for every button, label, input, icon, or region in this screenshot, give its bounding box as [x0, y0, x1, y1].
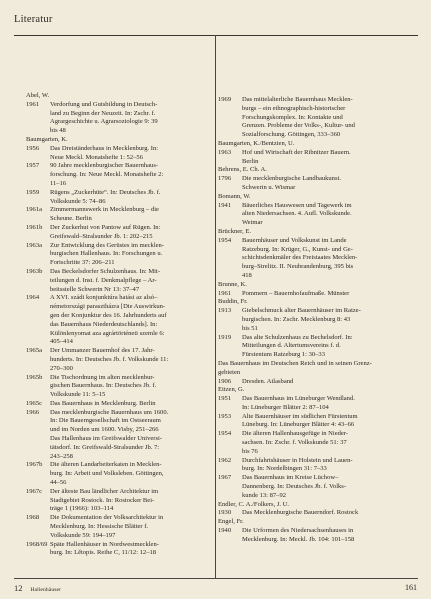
entry-line: burg. In: Nordelbingen 31: 7–33 [242, 465, 327, 473]
entry-text [50, 145, 211, 163]
entry-line: hunderts. In: Deutsches Jb. f. Volkskunde 11: [50, 355, 169, 363]
entry-line: Das mecklenburgische Bauernhaus um 1600. [50, 408, 169, 416]
entry-line: bis 48 [50, 127, 66, 135]
bibliography-entry [218, 509, 418, 518]
entry-line: alten Niedersachsen. 4. Aufl. Volkskunde. [242, 210, 352, 218]
author-heading: Baumgarten, K. [26, 135, 68, 143]
author-heading: Buddin, Fr. [218, 298, 248, 306]
author-heading: Eitzen, G. [218, 386, 245, 394]
entry-year: 1961a [26, 206, 42, 214]
entry-line: Volkskunde 59: 194–197 [50, 531, 116, 539]
entry-line: träge 1 (1966): 103–114 [50, 505, 114, 513]
entry-line: Pommern – Bauernhofaufmaße. Münster [242, 289, 350, 297]
entry-line: bis 76 [242, 447, 258, 455]
entry-line: Der älteste Bau ländlicher Architektur im [50, 487, 159, 495]
bibliography-entry [218, 307, 418, 333]
page-title: Literatur [14, 14, 53, 25]
entry-line: Fortschritte 37: 206–211 [50, 259, 115, 267]
entry-text [242, 175, 418, 193]
entry-text [50, 400, 211, 409]
left-page-number: 12 [14, 583, 23, 593]
entry-year: 1968 [26, 514, 40, 522]
entry-line: Bäuerliches Hauswesen und Tagewerk im [242, 201, 352, 209]
bibliography-entry [218, 96, 418, 140]
entry-line: bis 51 [242, 324, 258, 332]
entry-line: 90 Jahre mecklenburgischer Bauernhaus- [50, 162, 159, 170]
bibliography-entry [26, 374, 211, 400]
entry-text [50, 541, 211, 559]
bibliography-entry [26, 145, 211, 163]
left-column [26, 92, 211, 558]
bibliography-entry [26, 347, 211, 373]
entry-text [242, 237, 418, 281]
entry-text [50, 268, 211, 294]
entry-line: 405–414 [50, 338, 73, 346]
entry-line: Fürstentum Ratzeburg 1: 30–33 [242, 351, 325, 359]
entry-year: 1796 [218, 175, 232, 183]
entry-text [242, 474, 418, 500]
entry-line: Dannenberg. In: Deutsches Jb. f. Volks- [242, 483, 347, 491]
right-page-number: 161 [405, 583, 417, 592]
entry-line: Scheune. Berlin [50, 215, 92, 223]
entry-text [50, 435, 211, 461]
entry-line: Greifswald–Stralsunder Jb. 1: 202–215 [50, 232, 153, 240]
entry-year: 1951 [218, 395, 232, 403]
author-heading: Brunne, K. [218, 280, 247, 288]
entry-text [50, 294, 211, 347]
entry-line: Különlenyomat aza agrártörténeti szemle 6: [50, 329, 165, 337]
entry-line: Zimmermannswerk in Mecklenburg – die [50, 206, 159, 214]
entry-line: 418 [242, 271, 252, 279]
author-heading: Brückner, E. [218, 227, 252, 235]
entry-year: 1954 [218, 236, 232, 244]
entry-line: Verdorfung und Gutsbildung in Deutsch- [50, 100, 158, 108]
entry-year: 1959 [26, 188, 40, 196]
entry-text [242, 413, 418, 431]
entry-line: Berlin [242, 157, 259, 165]
entry-line: Rügens „Zuckerhüte“. In: Deutsches Jb. f. [50, 188, 161, 196]
entry-text [242, 457, 418, 475]
entry-line: Das Beckelsdorfer Schulzenhaus. In: Mit- [50, 267, 160, 275]
entry-line: In: Die Bauerngesellschaft im Ostseeraum [50, 417, 161, 425]
entry-line: Giebelschmuck alter Bauernhäuser im Ratze- [242, 307, 361, 315]
column-divider [215, 35, 216, 578]
entry-line: Die Tischordnung im alten mecklenbur- [50, 373, 155, 381]
entry-line: das Bauernhaus Niederdeutschlands]. In: [50, 320, 158, 328]
entry-line: németországi parasztházra [Die Auswirkun- [50, 303, 166, 311]
entry-text [50, 409, 211, 435]
entry-year: 1963b [26, 267, 43, 275]
entry-year: 1961 [26, 100, 40, 108]
entry-line: Sozialforschung. Göttingen, 333–360 [242, 131, 341, 139]
entry-year: 1956 [26, 144, 40, 152]
entry-line: Durchfahrtshäuser in Holstein und Lauen- [242, 456, 353, 464]
entry-line: tätsdorf. In: Greifswald-Stralsunder Jb. 7: [50, 443, 160, 451]
entry-line: Die mecklenburgische Landbaukunst. [242, 175, 341, 183]
author-heading: Abel, W. [26, 92, 50, 99]
entry-line: burgischen. In: Zschr. Mecklenburg 8: 43 [242, 315, 351, 323]
entry-text [50, 101, 211, 136]
entry-text [50, 488, 211, 514]
entry-year: 1964 [26, 294, 40, 302]
bibliography-entry [26, 206, 211, 224]
entry-year: 1941 [218, 201, 232, 209]
bibliography-entry [26, 268, 211, 294]
author-heading: gebieten [218, 368, 241, 376]
entry-year: 1961 [218, 289, 232, 297]
entry-year: 1954 [218, 430, 232, 438]
entry-line: 270–300 [50, 364, 73, 372]
entry-year: 1968/69 [26, 540, 48, 548]
entry-line: Neue Meckl. Monatshefte 1: 52–56 [50, 153, 143, 161]
bibliography-entry [218, 202, 418, 228]
bibliography-entry [218, 457, 418, 475]
entry-line: Die älteren Landarbeiterkaten in Mecklen- [50, 461, 162, 469]
entry-year: 1967c [26, 487, 42, 495]
entry-line: Das Mecklenburgische Bauerndorf. Rostock [242, 509, 359, 517]
entry-text [50, 374, 211, 400]
entry-text [50, 461, 211, 487]
bibliography-entry [218, 290, 418, 299]
entry-year: 1965b [26, 373, 43, 381]
author-heading: Engel, Fr. [218, 518, 244, 526]
entry-line: Grenzen. Probleme der Volks-, Kultur- und [242, 122, 355, 130]
entry-text [242, 527, 418, 545]
bibliography-entry [218, 334, 418, 360]
entry-line: Volkskunde 11: 5–15 [50, 391, 106, 399]
entry-line: gen der Konjunktur des 16. Jahrhunderts auf [50, 311, 167, 319]
bibliography-entry [26, 400, 211, 409]
entry-line: Hof und Wirtschaft der Ribnitzer Bauern. [242, 148, 351, 156]
entry-line: A XVI. szádi konjunktúra hatási az alsó– [50, 294, 158, 302]
entry-year: 1957 [26, 162, 40, 170]
entry-line: Schwerin u. Wismar [242, 183, 296, 191]
entry-text [242, 430, 418, 456]
entry-text [242, 378, 418, 387]
entry-line: Der Zuckerhut von Pantow auf Rügen. In: [50, 223, 161, 231]
author-heading: Baumgarten, K./Bentzien, U. [218, 139, 295, 147]
entry-line: Agrargeschichte u. Agrarsoziologie 9: 39 [50, 118, 158, 126]
bibliography-entry [26, 461, 211, 487]
entry-text [50, 189, 211, 207]
entry-line: Die Urformen des Niedersachsenhauses in [242, 527, 354, 535]
bibliography-entry [26, 409, 211, 435]
bottom-rule [14, 578, 418, 579]
entry-line: sachsen. In: Zschr. f. Volkskunde 51: 37 [242, 439, 347, 447]
entry-text [50, 224, 211, 242]
entry-year: 1969 [218, 96, 232, 103]
entry-line: schichtsdenkmäler des Freistaates Mecklen- [242, 254, 358, 262]
entry-text [242, 96, 418, 140]
entry-line: burg. In: Arbeit und Volksleben. Göttingen, [50, 470, 164, 478]
bibliography-entry [26, 242, 211, 268]
entry-line: Zur Entwicklung des Gerüstes im mecklen- [50, 241, 164, 249]
bibliography-entry [26, 435, 211, 461]
entry-year: 1966 [26, 408, 40, 416]
footer-left [14, 583, 61, 593]
author-heading: Bomann, W. [218, 192, 251, 200]
entry-line: Die älteren Hallenhausgefüge in Nieder- [242, 430, 349, 438]
bibliography-entry [26, 101, 211, 136]
bibliography-entry [218, 527, 418, 545]
entry-line: Späte Hallenhäuser in Nordwestmecklen- [50, 540, 159, 548]
entry-line: Mitteilungen d. Altertumsvereins f. d. [242, 342, 341, 350]
entry-year: 1962 [218, 456, 232, 464]
bibliography-entry [218, 395, 418, 413]
entry-year: 1906 [218, 377, 232, 385]
entry-line: Das Hallenhaus im Greifswalder Universi- [50, 435, 162, 443]
bibliography-entry [26, 514, 211, 540]
author-heading: Behrens, E. Ch. A. [218, 166, 267, 174]
entry-line: Dresden. Atlasband [242, 377, 294, 385]
entry-year: 1967 [218, 474, 232, 482]
entry-line: Weimar [242, 219, 263, 227]
bibliography-entry [218, 149, 418, 167]
entry-text [242, 307, 418, 333]
entry-line: Die Dokumentation der Volksarchitektur in [50, 514, 164, 522]
entry-line: gischen Bauernhaus. In: Deutsches Jb. f. [50, 382, 157, 390]
entry-line: beitsstelle Schwerin Nr 13: 37–47 [50, 285, 140, 293]
entry-line: kunde 13: 87–92 [242, 491, 287, 499]
bibliography-entry [26, 488, 211, 514]
entry-line: Stadtgebiet Rostock. In: Rostocker Bei- [50, 496, 155, 504]
entry-line: Das Bauernhaus im Kreise Lüchow– [242, 474, 339, 482]
bibliography-entry [218, 378, 418, 387]
entry-line: Alte Bauernhäuser im südlichen Fürstentum [242, 412, 358, 420]
entry-line: teilungen d. Inst. f. Denkmalpflege – Ar- [50, 276, 157, 284]
entry-text [242, 290, 418, 299]
entry-text [242, 149, 418, 167]
entry-line: 11–16 [50, 179, 67, 187]
entry-line: burgischen Hallenhaus. In: Forschungen u. [50, 250, 163, 258]
entry-text [50, 242, 211, 268]
entry-text [50, 162, 211, 188]
entry-year: 1913 [218, 307, 232, 315]
author-heading: Das Bauernhaus im Deutschen Reich und in seinen Grenz- [218, 359, 372, 367]
entry-line: forschung. In: Neue Meckl. Monatshefte 2: [50, 171, 164, 179]
right-column [218, 96, 418, 545]
entry-line: land zu Beginn der Neuzeit. In: Zschr. f. [50, 109, 156, 117]
entry-text [242, 509, 418, 518]
bibliography-entry [218, 474, 418, 500]
entry-line: burgs – ein ethnographisch-historischer [242, 104, 346, 112]
entry-line: und im Norden um 1600. Visby, 251–266 [50, 426, 159, 434]
entry-line: Das Bauernhaus im Lüneburger Wendland. [242, 395, 355, 403]
bibliography-entry [26, 541, 211, 559]
entry-line: Das Dreiständerhaus in Mecklenburg. In: [50, 144, 159, 152]
bibliography-entry [26, 189, 211, 207]
entry-year: 1965a [26, 347, 42, 355]
bibliography-entry [218, 175, 418, 193]
entry-line: Das alte Schulzenhaus zu Bechelsdorf. In: [242, 333, 353, 341]
entry-year: 1940 [218, 527, 232, 535]
entry-line: Das Bauernhaus in Mecklenburg. Berlin [50, 399, 156, 407]
entry-line: Mecklenburg. In: Meckl. Jb. 104: 101–158 [242, 535, 355, 543]
running-title: Hallenhäuser [30, 587, 62, 593]
entry-line: Forschungskomplex. In: Kontakte und [242, 113, 343, 121]
entry-text [50, 206, 211, 224]
entry-text [242, 202, 418, 228]
entry-year: 1930 [218, 509, 232, 517]
entry-line: Lüneburg. In: Lüneburger Blätter 4: 43–66 [242, 421, 355, 429]
entry-year: 1963a [26, 241, 42, 249]
entry-year: 1965c [26, 399, 42, 407]
entry-year: 1961b [26, 223, 43, 231]
bibliography-entry [26, 224, 211, 242]
entry-text [242, 334, 418, 360]
bibliography-entry [26, 162, 211, 188]
entry-line: 44–56 [50, 479, 67, 487]
entry-text [50, 347, 211, 373]
bibliography-entry [218, 430, 418, 456]
author-heading: Endler, C. A./Folkers, J. U. [218, 500, 290, 508]
entry-line: burg–Strelitz. II. Neubrandenburg, 395 bis [242, 263, 354, 271]
entry-line: burg. In: Lětopis. Reihe C, 11/12: 12–18 [50, 549, 157, 557]
entry-line: Der Ummanzer Bauernhof des 17. Jahr- [50, 347, 155, 355]
entry-year: 1967b [26, 461, 43, 469]
bibliography-entry [218, 237, 418, 281]
entry-text [242, 395, 418, 413]
entry-year: 1963 [218, 148, 232, 156]
entry-line: Ratzeburg. In: Krüger, G., Kunst- und Ge- [242, 245, 353, 253]
entry-line: Das mittelalterliche Bauernhaus Mecklen- [242, 96, 353, 103]
entry-year: 1953 [218, 412, 232, 420]
entry-line: 243–258 [50, 452, 73, 460]
entry-line: In: Lüneburger Blätter 2: 87–104 [242, 403, 329, 411]
bibliography-entry [26, 294, 211, 347]
entry-line: Bauernhäuser und Volkskunst im Lande [242, 236, 347, 244]
entry-line: Volkskunde 5: 74–86 [50, 197, 106, 205]
entry-line: Mecklenburg. In: Hessische Blätter f. [50, 523, 149, 531]
bibliography-entry [218, 413, 418, 431]
entry-text [50, 514, 211, 540]
top-rule [14, 35, 418, 36]
entry-year: 1919 [218, 333, 232, 341]
